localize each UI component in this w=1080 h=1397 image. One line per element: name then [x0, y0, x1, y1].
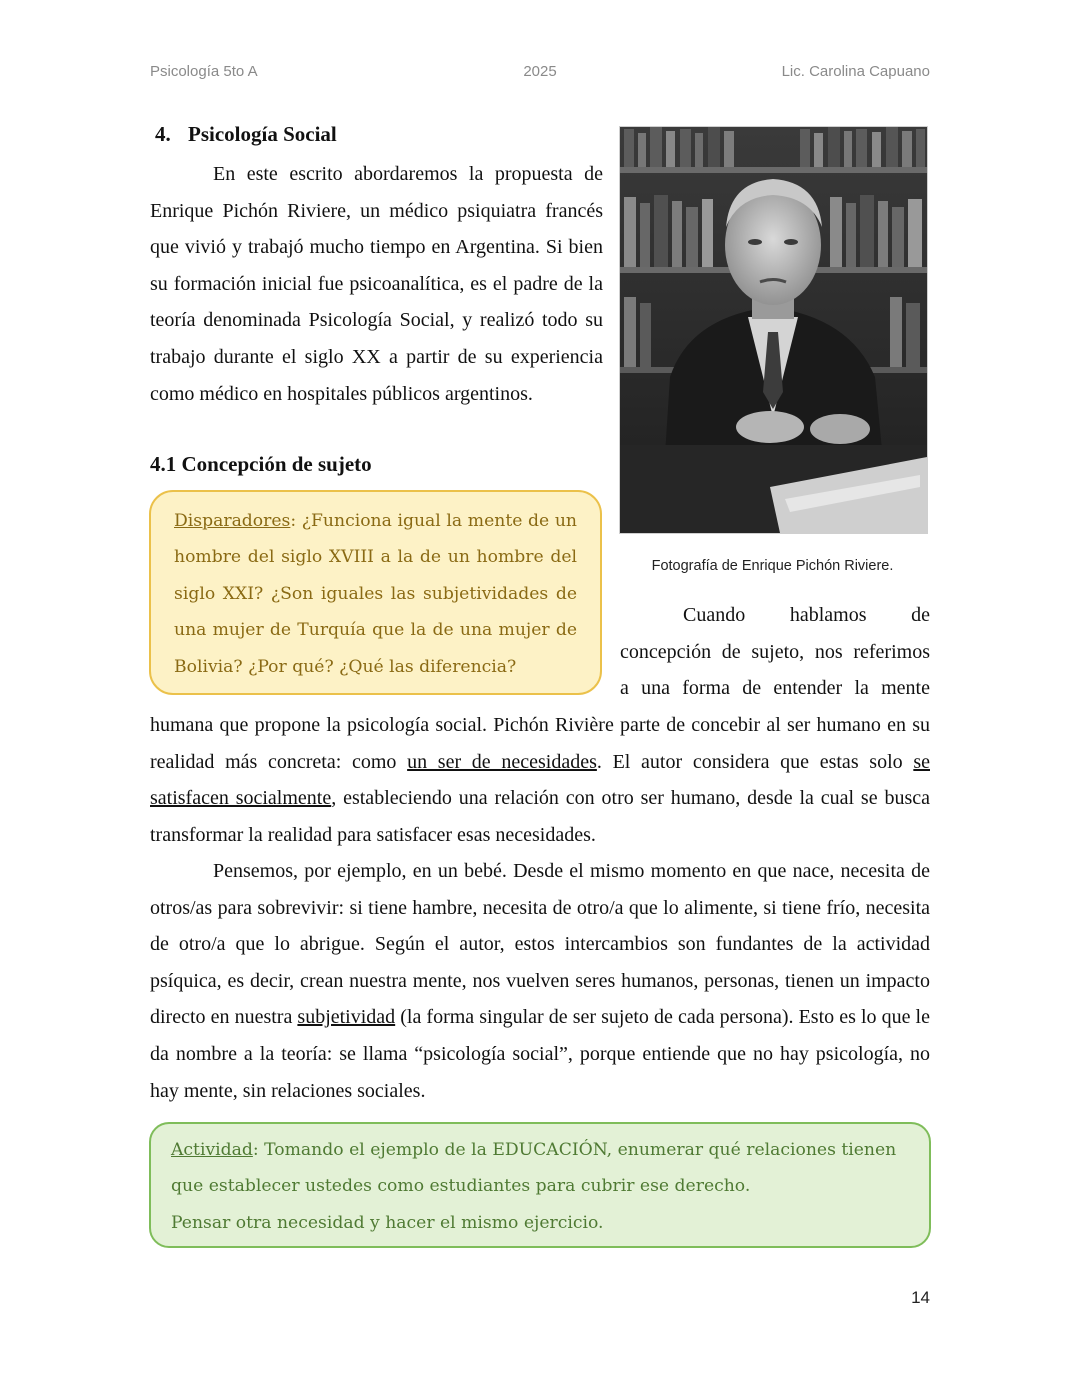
- photo-caption: Fotografía de Enrique Pichón Riviere.: [651, 558, 894, 574]
- actividad-label: Actividad: [171, 1140, 253, 1160]
- bebe-text-1: Pensemos, por ejemplo, en un bebé. Desde el mismo momento en que nace, necesita de otros/as para sobrevivir: si tiene hambre, necesita de otro/a que lo alimente, si tiene frío, necesita de otro/a que lo abrigue. Según el autor, estos intercambios son fundantes de la actividad psíquica, es decir, crean nuestra mente, nos vuelven seres humanos, personas, tienen un impacto directo en nuestra: [150, 860, 930, 1029]
- concepcion-text-3: , estableciendo una relación con otro ser humano, desde la cual se busca transformar la realidad para satisfacer esas necesidades.: [150, 787, 930, 846]
- concepcion-text-1: humana que propone la psicología social. Pichón Rivière parte de concebir al ser humano en su realidad más concreta: como: [150, 714, 930, 773]
- concepcion-underline-2: se satisfacen socialmente: [150, 750, 930, 810]
- actividad-text-2: Pensar otra necesidad y hacer el mismo ejercicio.: [171, 1212, 604, 1233]
- concepcion-paragraph: [150, 707, 930, 853]
- bebe-underline: subjetividad: [297, 1006, 396, 1029]
- section-title: Psicología Social: [188, 122, 337, 146]
- portrait-illustration: [620, 127, 927, 533]
- actividad-text-1: : Tomando el ejemplo de la EDUCACIÓN, enumerar qué relaciones tienen que establecer ustedes como estudiantes para cubrir ese derecho.: [171, 1140, 897, 1197]
- disparadores-text: : ¿Funciona igual la mente de un hombre del siglo XVIII a la de un hombre del siglo XXI? ¿Son iguales las subjetividades de una mujer de Turquía que la de una mujer de Bolivia? ¿Por qué? ¿Qué las diferencia?: [174, 511, 577, 677]
- header-course: Psicología 5to A: [150, 63, 258, 80]
- actividad-box: [149, 1122, 931, 1248]
- header-author: Lic. Carolina Capuano: [781, 63, 930, 80]
- section-heading: [155, 122, 337, 147]
- page-number: 14: [911, 1288, 930, 1307]
- disparadores-label: Disparadores: [174, 511, 291, 531]
- bebe-text-2: (la forma singular de ser sujeto de cada persona). Esto es lo que le da nombre a la teoría: se llama “psicología social”, porque entiende que no hay psicología, no hay mente, sin relaciones sociales.: [150, 1006, 930, 1102]
- portrait-photo: [619, 126, 928, 534]
- concepcion-line-1: Cuando hablamos de: [683, 604, 930, 626]
- concepcion-line-2: concepción de sujeto, nos referimos: [620, 641, 930, 663]
- disparadores-box: [149, 490, 602, 695]
- intro-paragraph: En este escrito abordaremos la propuesta de Enrique Pichón Riviere, un médico psiquiatra francés que vivió y trabajó mucho tiempo en Argentina. Si bien su formación inicial fue psicoanalítica, es el padre de la teoría denominada Psicología Social, y realizó todo su trabajo durante el siglo XX a partir de su experiencia como médico en hospitales públicos argentinos.: [150, 163, 603, 405]
- actividad-line: [171, 1132, 909, 1205]
- header-year: 2025: [523, 63, 557, 80]
- concepcion-line-3: a una forma de entender la mente: [620, 677, 930, 699]
- bebe-paragraph: [150, 853, 930, 1109]
- subsection-title: 4.1 Concepción de sujeto: [150, 452, 372, 476]
- concepcion-underline-1: un ser de necesidades: [407, 750, 597, 773]
- concepcion-text-2: . El autor considera que estas solo: [596, 750, 914, 773]
- section-number: 4.: [155, 122, 171, 146]
